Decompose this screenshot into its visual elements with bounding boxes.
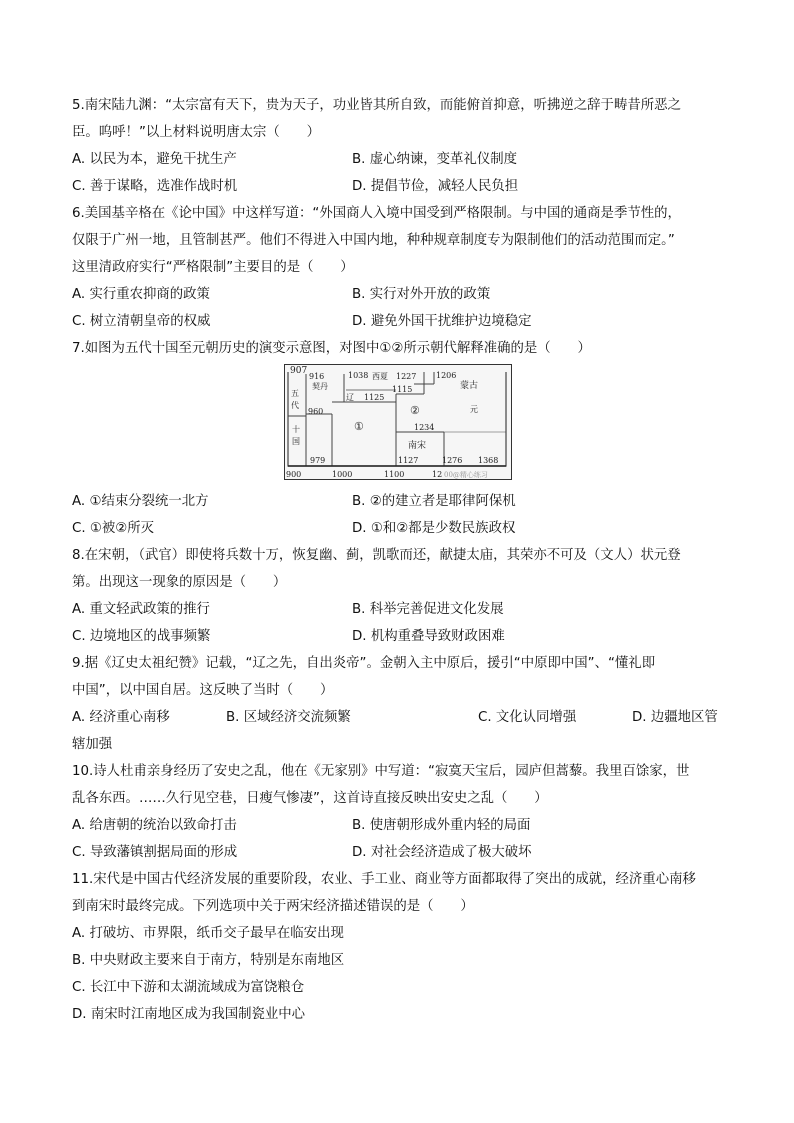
question-8-option-a[interactable]: A. 重文轻武政策的推行 (72, 602, 210, 617)
question-6-option-b[interactable]: B. 实行对外开放的政策 (352, 287, 491, 302)
label-960: 960 (308, 407, 324, 416)
question-11-stem-line-2: 到南宋时最终完成。下列选项中关于两宋经济描述错误的是（ ） (72, 899, 474, 914)
label-1206: 1206 (436, 371, 457, 380)
question-6-option-a[interactable]: A. 实行重农抑商的政策 (72, 287, 210, 302)
label-circle-1: ① (354, 420, 364, 433)
question-10-option-d[interactable]: D. 对社会经济造成了极大破坏 (352, 845, 532, 860)
dynasty-timeline-figure (72, 364, 722, 484)
label-nansong: 南宋 (408, 441, 427, 451)
question-8-option-b[interactable]: B. 科举完善促进文化发展 (352, 602, 504, 617)
question-8-option-d[interactable]: D. 机构重叠导致财政困难 (352, 629, 505, 644)
label-907: 907 (290, 366, 308, 376)
label-1368: 1368 (478, 456, 499, 465)
question-8-stem-line-2: 第。出现这一现象的原因是（ ） (72, 575, 287, 590)
question-5-option-c[interactable]: C. 善于谋略，选准作战时机 (72, 179, 238, 194)
question-11-option-c[interactable]: C. 长江中下游和太湖流域成为富饶粮仓 (72, 980, 305, 995)
label-1127: 1127 (398, 456, 419, 465)
question-6-stem-line-1: 6.美国基辛格在《论中国》中这样写道：“外国商人入境中国受到严格限制。与中国的通商是季节性的， (72, 206, 681, 221)
watermark-text: 00@精心练习 (444, 471, 488, 479)
question-9-option-a[interactable]: A. 经济重心南移 (72, 710, 170, 725)
label-menggu: 蒙古 (460, 381, 479, 391)
axis-label-1200: 12 (432, 470, 443, 479)
question-11-stem-line-1: 11.宋代是中国古代经济发展的重要阶段，农业、手工业、商业等方面都取得了突出的成就，经济重心南移 (72, 872, 696, 887)
question-11 (72, 866, 722, 1028)
question-9-stem-line-2: 中国”，以中国自居。这反映了当时（ ） (72, 683, 334, 698)
question-9-option-d-wrap: 辖加强 (72, 737, 113, 752)
label-yuan: 元 (470, 405, 478, 414)
question-7-option-b[interactable]: B. ②的建立者是耶律阿保机 (352, 494, 516, 509)
label-wudai-2: 代 (291, 401, 299, 410)
axis-label-1100: 1100 (384, 470, 405, 479)
question-5-option-d[interactable]: D. 提倡节俭，减轻人民负担 (352, 179, 519, 194)
question-5-stem-line-1: 5.南宋陆九渊：“太宗富有天下，贵为天子，功业皆其所自致，而能俯首抑意，听拂逆之辞于畴昔所恶之 (72, 98, 681, 113)
question-6 (72, 200, 722, 335)
question-7-option-c[interactable]: C. ①被②所灭 (72, 521, 155, 536)
axis-label-900: 900 (286, 470, 302, 479)
question-10-option-b[interactable]: B. 使唐朝形成外重内轻的局面 (352, 818, 531, 833)
question-6-option-c[interactable]: C. 树立清朝皇帝的权威 (72, 314, 211, 329)
label-shiguo-1: 十 (292, 425, 300, 434)
axis-label-1000: 1000 (332, 470, 353, 479)
question-5-option-a[interactable]: A. 以民为本，避免干扰生产 (72, 152, 237, 167)
question-9-option-b[interactable]: B. 区域经济交流频繁 (226, 710, 351, 725)
question-7-option-d[interactable]: D. ①和②都是少数民族政权 (352, 521, 516, 536)
question-11-option-b[interactable]: B. 中央财政主要来自于南方，特别是东南地区 (72, 953, 345, 968)
question-10-option-c[interactable]: C. 导致藩镇割据局面的形成 (72, 845, 238, 860)
question-6-stem-line-2: 仅限于广州一地，且管制甚严。他们不得进入中国内地，种种规章制度专为限制他们的活动范围而定。” (72, 233, 675, 248)
question-10-option-a[interactable]: A. 给唐朝的统治以致命打击 (72, 818, 237, 833)
question-9-stem-line-1: 9.据《辽史太祖纪赞》记载，“辽之先，自出炎帝”。金朝入主中原后，援引“中原即中国”、“懂礼即 (72, 656, 656, 671)
label-circle-2: ② (410, 404, 420, 417)
question-7-option-a[interactable]: A. ①结束分裂统一北方 (72, 494, 209, 509)
question-11-option-d[interactable]: D. 南宋时江南地区成为我国制瓷业中心 (72, 1007, 306, 1022)
question-8-option-c[interactable]: C. 边境地区的战事频繁 (72, 629, 211, 644)
label-wudai-1: 五 (291, 389, 299, 398)
question-9-option-c[interactable]: C. 文化认同增强 (478, 710, 577, 725)
label-1038: 1038 (348, 371, 369, 380)
question-8-stem-line-1: 8.在宋朝，（武官）即使将兵数十万，恢复幽、蓟，凯歌而还，献捷太庙，其荣亦不可及（文人）状元登 (72, 548, 681, 563)
question-11-option-a[interactable]: A. 打破坊、市界限，纸币交子最早在临安出现 (72, 926, 344, 941)
question-10-stem-line-1: 10.诗人杜甫亲身经历了安史之乱，他在《无家别》中写道：“寂寞天宝后，园庐但蒿藜。我里百馀家，世 (72, 764, 690, 779)
question-6-stem-line-3: 这里清政府实行“严格限制”主要目的是（ ） (72, 260, 354, 275)
question-5 (72, 92, 722, 200)
label-1227: 1227 (396, 372, 417, 381)
label-916: 916 (309, 372, 325, 381)
question-5-option-b[interactable]: B. 虚心纳谏，变革礼仪制度 (352, 152, 517, 167)
question-9-option-d[interactable]: D. 边疆地区管 (632, 710, 718, 725)
question-7-stem: 7.如图为五代十国至元朝历史的演变示意图，对图中①②所示朝代解释准确的是（ ） (72, 341, 591, 356)
question-9 (72, 650, 722, 758)
label-1125: 1125 (364, 393, 385, 402)
label-979: 979 (310, 456, 326, 465)
label-shiguo-2: 国 (292, 437, 300, 446)
question-10 (72, 758, 722, 866)
question-10-stem-line-2: 乱各东西。……久行见空巷，日瘦气惨凄”，这首诗直接反映出安史之乱（ ） (72, 791, 548, 806)
label-1234: 1234 (414, 423, 435, 432)
label-qidan: 契丹 (312, 382, 328, 391)
exam-page (72, 92, 722, 1028)
label-xixia: 西夏 (372, 372, 388, 381)
question-6-option-d[interactable]: D. 避免外国干扰维护边境稳定 (352, 314, 532, 329)
label-1276: 1276 (442, 456, 463, 465)
dynasty-timeline-diagram (284, 364, 512, 480)
label-liao: 辽 (346, 393, 354, 402)
question-8 (72, 542, 722, 650)
question-7 (72, 335, 722, 542)
label-1115: 1115 (392, 385, 413, 394)
question-5-stem-line-2: 臣。呜呼！”以上材料说明唐太宗（ ） (72, 125, 320, 140)
